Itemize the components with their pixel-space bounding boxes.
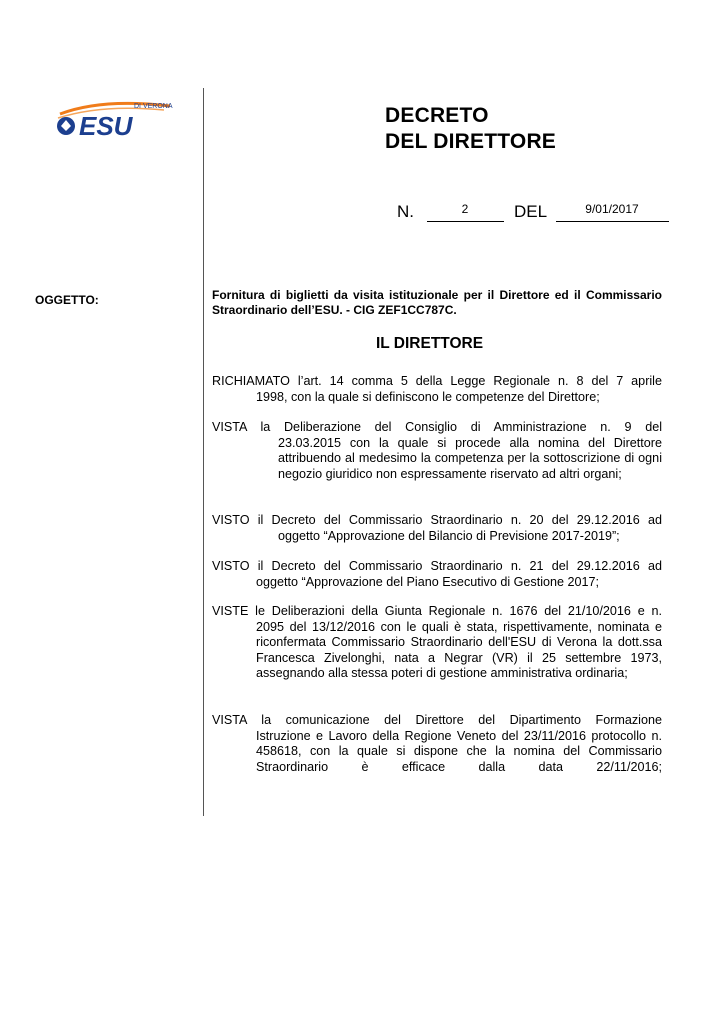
logo-text: ESU (79, 111, 133, 141)
logo-top-text: DI VERONA (134, 103, 173, 110)
paragraph-body: 2095 del 13/12/2016 con le quali è stata, rispettivamente, nominata e riconfermata Commissario Straordinario dell'ESU di Verona la dott.ssa Francesca Zivelonghi, nata a Negrar (VR) il 25 settembre 1973, assegnando alla stessa poteri di gestione amministrativa ordinaria; (256, 619, 662, 680)
vertical-divider (203, 88, 204, 816)
title-line-2: DEL DIRETTORE (385, 130, 557, 153)
esu-verona-logo (52, 100, 176, 142)
section-heading: IL DIRETTORE (376, 335, 484, 352)
date-label: DEL (514, 202, 548, 221)
paragraph-body: oggetto “Approvazione del Bilancio di Previsione 2017-2019”; (278, 528, 620, 543)
number-underline (427, 221, 504, 222)
paragraph-visto-decreto-20 (212, 513, 662, 544)
paragraph-vista-deliberazione (212, 420, 662, 482)
subject-label: OGGETTO: (35, 293, 99, 307)
paragraph-vista-comunicazione (212, 713, 662, 775)
paragraph-body: oggetto “Approvazione del Piano Esecutivo di Gestione 2017; (256, 574, 600, 589)
paragraph-visto-decreto-21 (212, 559, 662, 590)
paragraph-viste-deliberazioni (212, 604, 662, 682)
paragraph-body: 1998, con la quale si definiscono le competenze del Direttore; (256, 389, 600, 404)
number-value: 2 (461, 202, 469, 216)
subject-text: Fornitura di biglietti da visita istituzionale per il Direttore ed il Commissario Straordinario dell’ESU. - CIG ZEF1CC787C. (212, 288, 662, 317)
paragraph-first-line: VISTE le Deliberazioni della Giunta Regionale n. 1676 del 21/10/2016 e n. (212, 604, 662, 618)
paragraph-body: Istruzione e Lavoro della Regione Veneto del 23/11/2016 protocollo n. 458618, con la quale si dispone che la nomina del Commissario Straordinario è efficace dalla data 22/11/2016; (256, 728, 662, 774)
paragraph-first-line: VISTA la Deliberazione del Consiglio di Amministrazione n. 9 del (212, 420, 662, 434)
paragraph-first-line: VISTO il Decreto del Commissario Straordinario n. 21 del 29.12.2016 ad (212, 559, 662, 573)
date-value: 9/01/2017 (585, 202, 639, 216)
title-line-1: DECRETO (385, 104, 489, 127)
paragraph-first-line: RICHIAMATO l’art. 14 comma 5 della Legge Regionale n. 8 del 7 aprile (212, 374, 662, 388)
number-label: N. (397, 202, 414, 221)
paragraph-first-line: VISTO il Decreto del Commissario Straordinario n. 20 del 29.12.2016 ad (212, 513, 662, 527)
paragraph-body: 23.03.2015 con la quale si procede alla nomina del Direttore attribuendo al medesimo la competenza per la sottoscrizione di ogni negozio giuridico non espressamente riservato ad altri organi; (278, 435, 662, 481)
paragraph-first-line: VISTA la comunicazione del Direttore del Dipartimento Formazione (212, 713, 662, 727)
date-underline (556, 221, 669, 222)
paragraph-richiamato (212, 374, 662, 405)
page-title (385, 103, 556, 155)
